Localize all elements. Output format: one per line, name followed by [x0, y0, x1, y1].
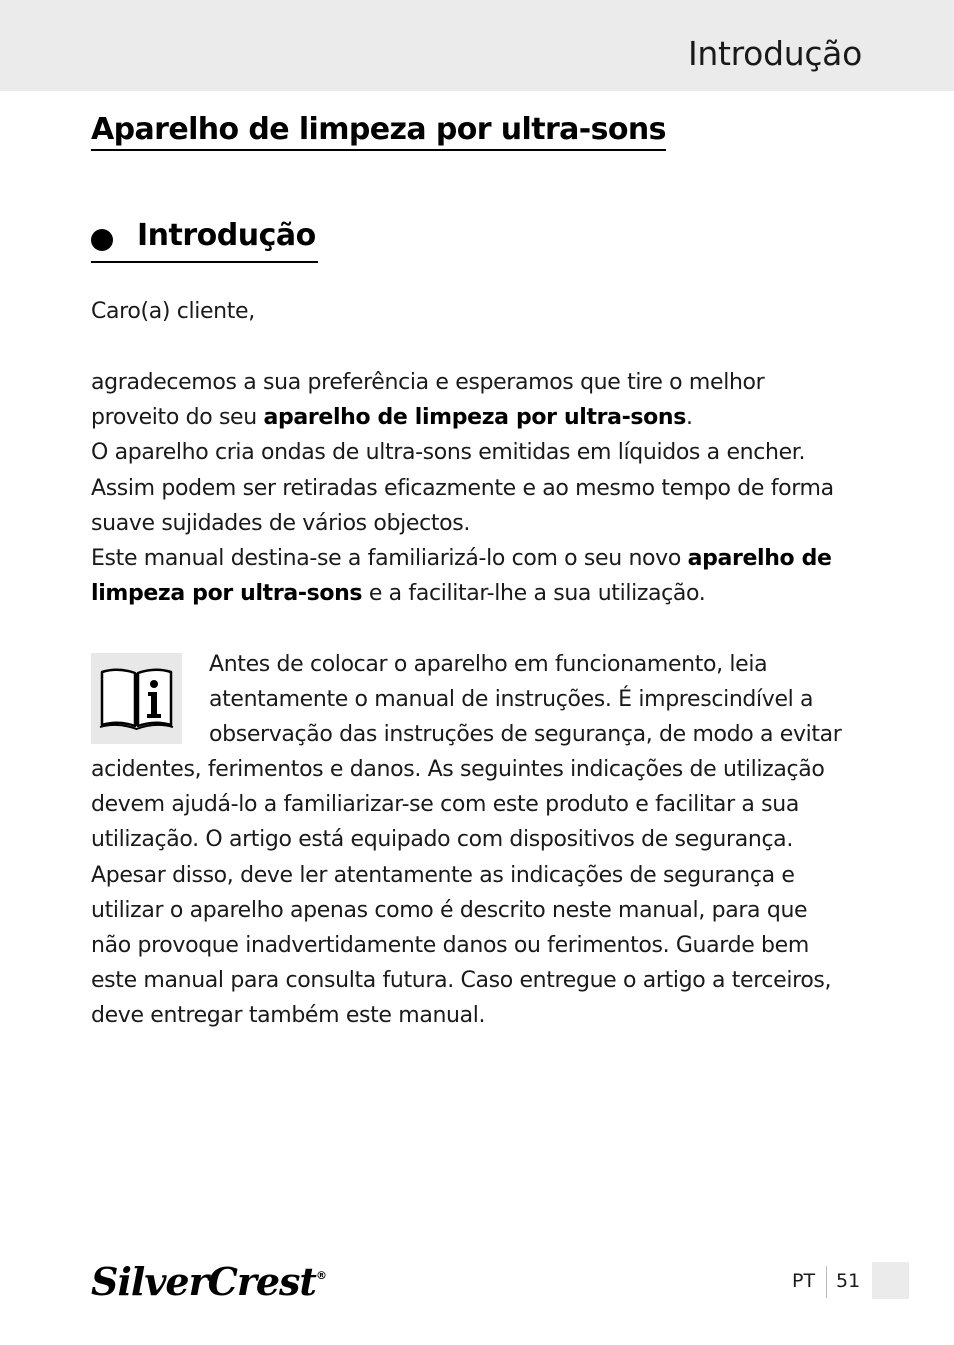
safety-paragraph: [91, 752, 866, 1034]
text-line: [91, 541, 866, 576]
page-tab-marker: [872, 1262, 909, 1299]
safety-paragraph-indented: [209, 647, 869, 753]
text-line: devem ajudá-lo a familiarizar-se com este produto e facilitar a sua: [91, 792, 800, 818]
language-code: PT: [792, 1270, 816, 1292]
brand-name: SilverCrest: [91, 1259, 316, 1304]
text-line: observação das instruções de segurança, de modo a evitar: [209, 722, 842, 748]
text-line: este manual para consulta futura. Caso entregue o artigo a terceiros,: [91, 968, 832, 994]
book-info-icon: [91, 653, 182, 744]
text-line: [91, 576, 866, 611]
greeting: [91, 294, 866, 329]
section-heading: [91, 218, 318, 263]
section-title: Introdução: [137, 218, 316, 253]
product-name: aparelho de: [687, 546, 832, 572]
text-span: Este manual destina-se a familiarizá-lo com o seu novo: [91, 546, 688, 572]
footer-divider: [826, 1266, 827, 1298]
text-span: proveito do seu: [91, 405, 264, 431]
greeting-text: Caro(a) cliente,: [91, 299, 255, 324]
text-span: .: [685, 405, 693, 431]
text-line: utilização. O artigo está equipado com dispositivos de segurança.: [91, 827, 793, 853]
text-line: Antes de colocar o aparelho em funcionamento, leia: [209, 652, 768, 677]
text-line: não provoque inadvertidamente danos ou ferimentos. Guarde bem: [91, 933, 809, 959]
text-line: [91, 400, 866, 435]
product-name: aparelho de limpeza por ultra-sons: [263, 405, 686, 431]
text-line: Apesar disso, deve ler atentamente as indicações de segurança e: [91, 862, 795, 888]
text-line: O aparelho cria ondas de ultra-sons emitidas em líquidos a encher.: [91, 440, 806, 466]
text-line: agradecemos a sua preferência e esperamos que tire o melhor: [91, 370, 765, 395]
text-line: suave sujidades de vários objectos.: [91, 510, 470, 536]
intro-paragraph: [91, 365, 866, 611]
running-header-title: Introdução: [687, 34, 862, 73]
text-line: deve entregar também este manual.: [91, 1003, 486, 1029]
page-number: 51: [836, 1270, 861, 1292]
text-line: Assim podem ser retiradas eficazmente e ao mesmo tempo de forma: [91, 475, 834, 501]
document-title: Aparelho de limpeza por ultra-sons: [91, 112, 666, 151]
brand-logo: [91, 1259, 326, 1304]
text-line: utilizar o aparelho apenas como é descrito neste manual, para que: [91, 897, 808, 923]
text-line: atentamente o manual de instruções. É imprescindível a: [209, 687, 814, 713]
text-span: e a facilitar-lhe a sua utilização.: [362, 581, 706, 607]
product-name: limpeza por ultra-sons: [91, 581, 363, 607]
text-line: acidentes, ferimentos e danos. As seguintes indicações de utilização: [91, 757, 825, 782]
bullet-icon: [91, 229, 113, 251]
registered-mark: ®: [315, 1269, 326, 1282]
